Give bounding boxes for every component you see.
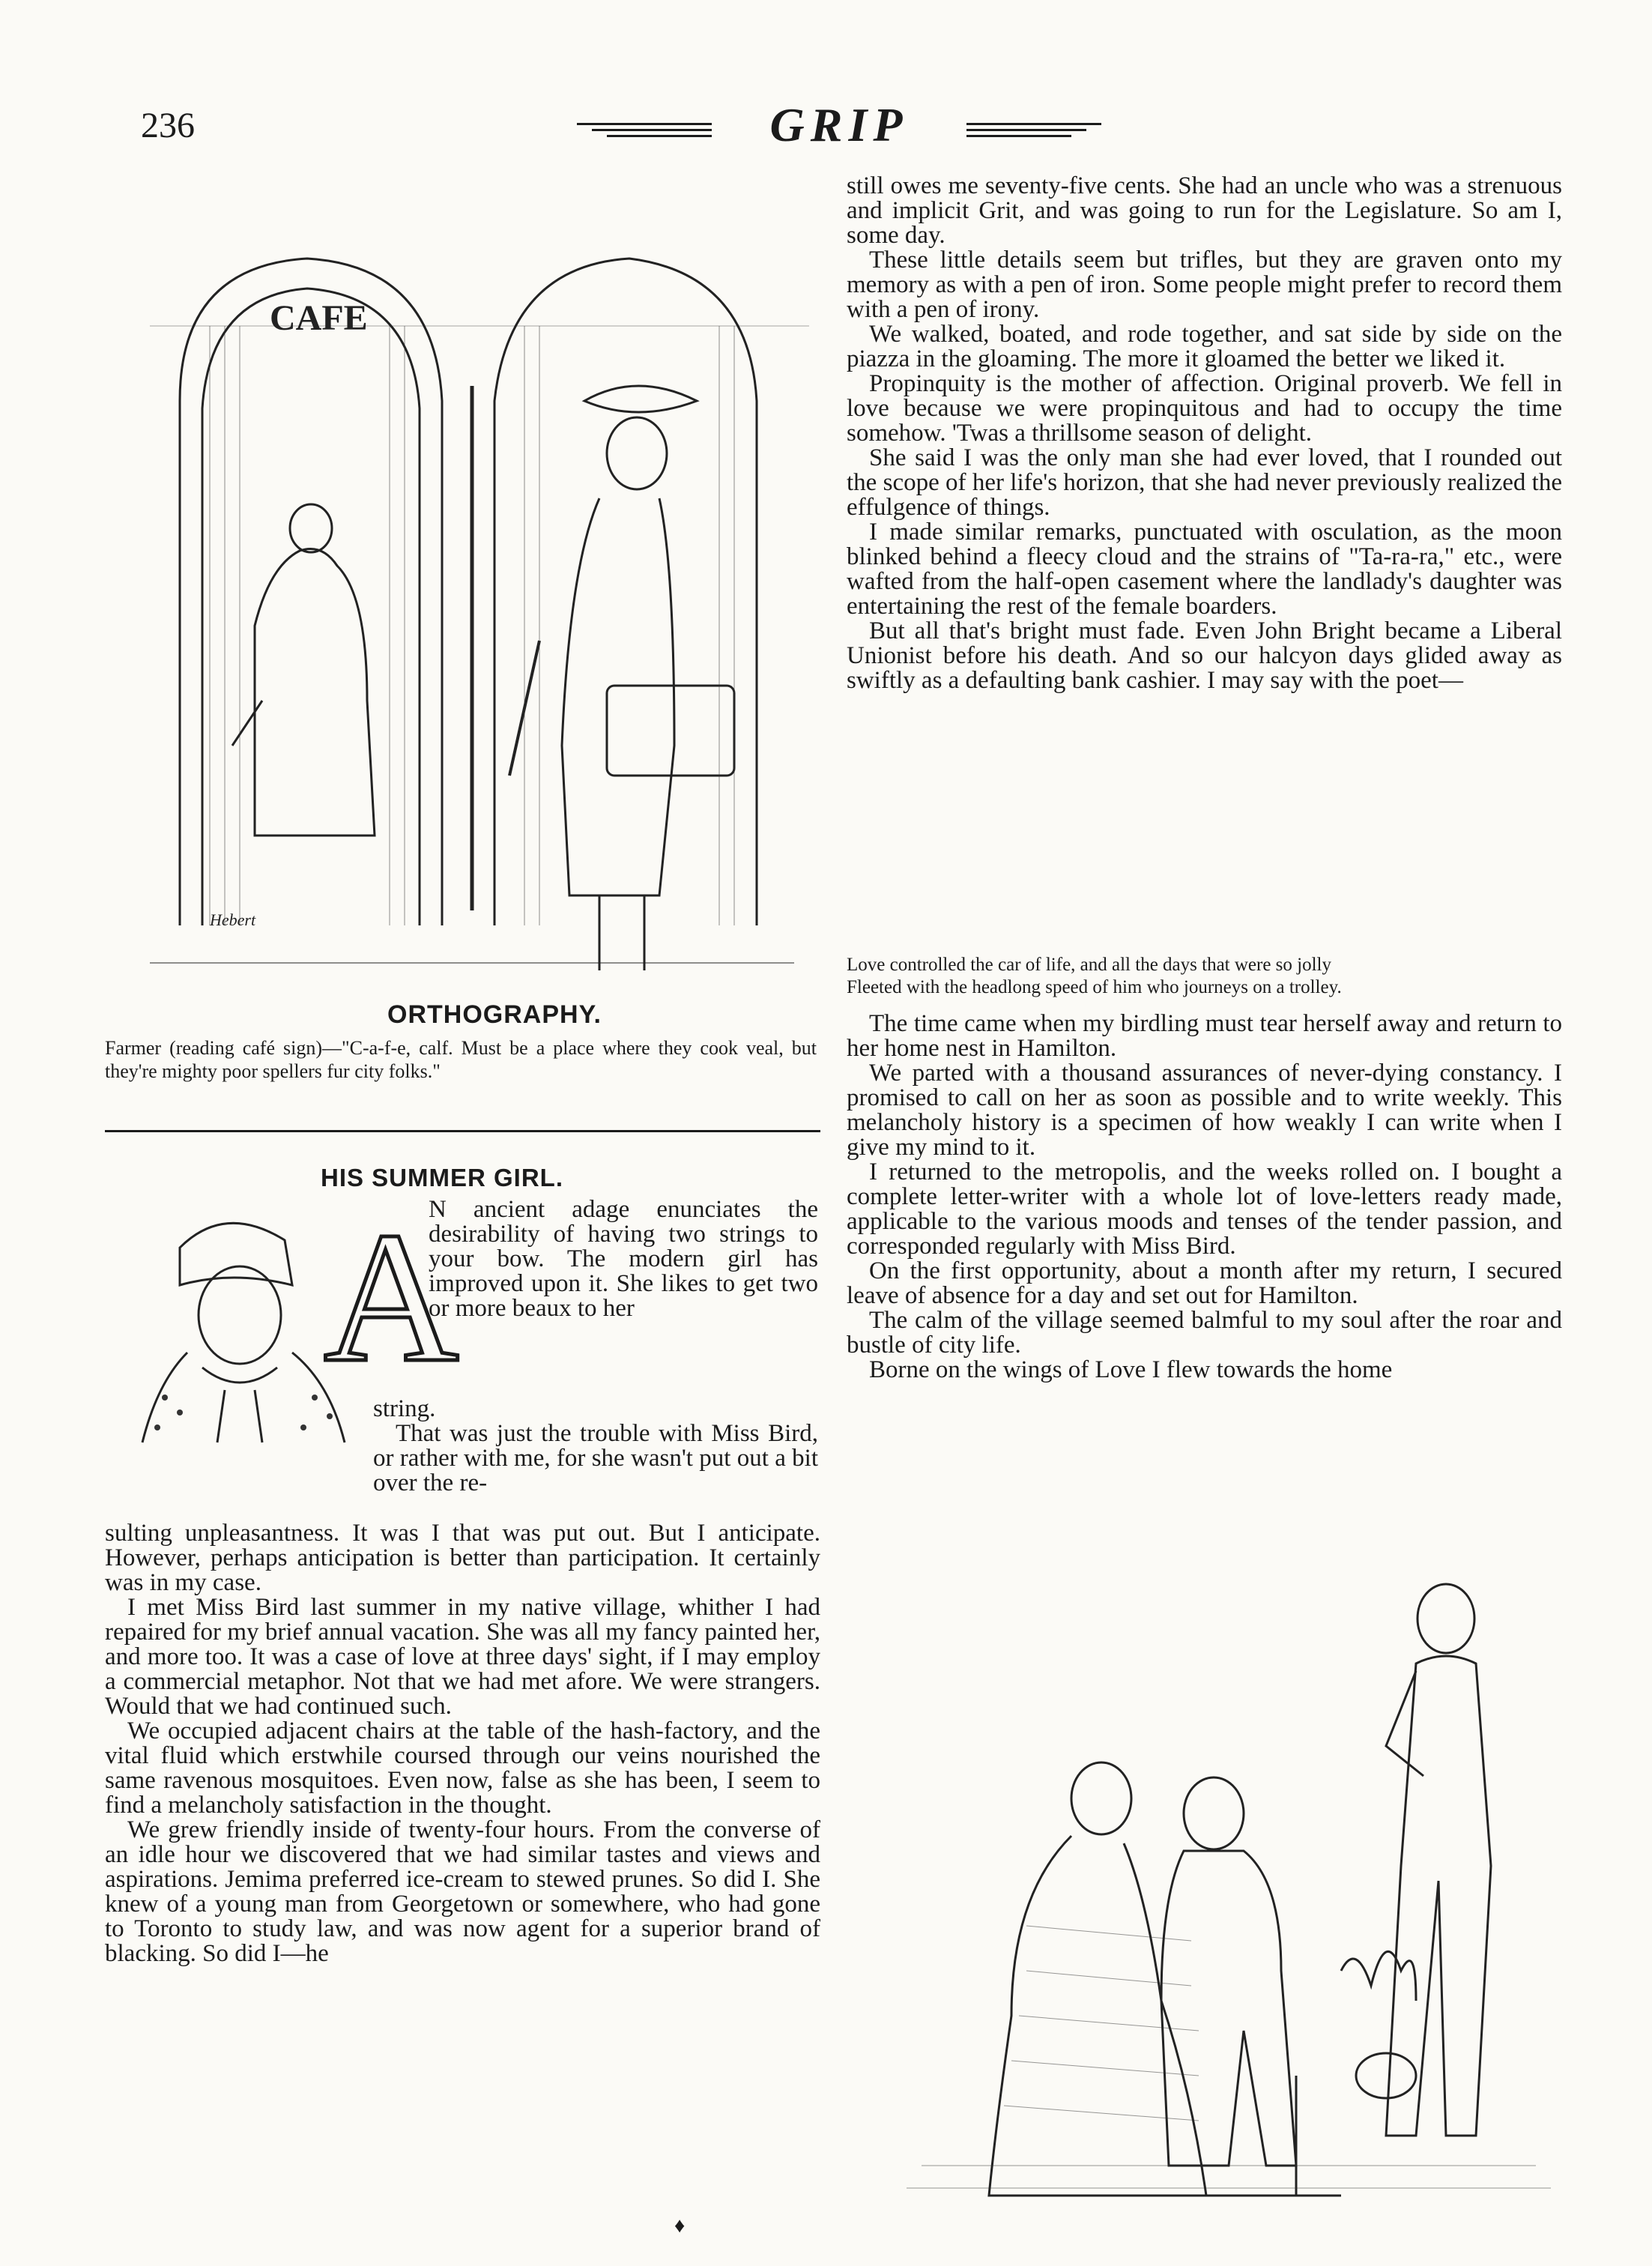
paragraph: I returned to the metropolis, and the weeks rolled on. I bought a complete letter-writer with a whole lot of love-letters ready made, applicable to the various moods and tenses of the tender passion, and corresponded regularly with Miss Bird.: [847, 1158, 1562, 1260]
article-opening-text: N ancient adage enunciates the desirability of having two strings to your bow. The modern girl has improved upon it. She likes to get two or more beaux to her: [429, 1196, 818, 1322]
paragraph: Borne on the wings of Love I flew towards the home: [869, 1356, 1393, 1383]
paragraph: We walked, boated, and rode together, and sat side by side on the piazza in the gloaming. The more it gloamed the better we liked it.: [847, 321, 1562, 372]
paragraph: We grew friendly inside of twenty-four hours. From the converse of an idle hour we discovered that we had similar tastes and views and aspirations. Jemima preferred ice-cream to stewed prunes. So did I. She knew of a young man from Georgetown or somewhere, who had gone to Toronto to study law, and was now agent for a superior brand of blacking. So did I—he: [105, 1816, 820, 1967]
paragraph: On the first opportunity, about a month after my return, I secured leave of absence for a day and set out for Hamilton.: [847, 1257, 1562, 1309]
cafe-sign-text: CAFE: [270, 298, 368, 338]
section-divider: [105, 1130, 820, 1132]
poem-line: Love controlled the car of life, and all the days that were so jolly: [847, 955, 1331, 975]
right-column-continued: [847, 1012, 1562, 1383]
paragraph: I made similar remarks, punctuated with osculation, as the moon blinked behind a fleecy cloud and the strains of "Ta-ra-ra," etc., were wafted from the half-open casement where the landlady's daughter was entertaining the rest of the female boarders.: [847, 519, 1562, 620]
paragraph: These little details seem but trifles, but they are graven onto my memory as with a pen of iron. Some people might prefer to record them with a pen of irony.: [847, 247, 1562, 323]
artist-signature: Hebert: [210, 910, 256, 929]
paragraph: But all that's bright must fade. Even John Bright became a Liberal Unionist before his death. And so our halcyon days glided away as swiftly as a defaulting bank cashier. I may say with the poet—: [847, 617, 1562, 694]
paragraph: I met Miss Bird last summer in my native village, whither I had repaired for my brief annual vacation. She was all my fancy painted her, and more too. It was a case of love at three days' sight, if I may employ a commercial metaphor. Not that we had met afore. We were strangers. Would that we had continued such.: [105, 1594, 820, 1720]
masthead-rule: [966, 129, 1086, 131]
masthead-rule: [607, 135, 712, 137]
paragraph: still owes me seventy-five cents. She had an uncle who was a strenuous and implicit Grit, and was going to run for the Legislature. So am I, some day.: [847, 172, 1562, 249]
article-title: HIS SUMMER GIRL.: [320, 1164, 563, 1191]
article-opening-continued: [373, 1397, 818, 1496]
left-column-body: [105, 1521, 820, 1966]
couple-drawing: [877, 1551, 1566, 2211]
footer-ornament: ♦: [674, 2214, 686, 2238]
paragraph: sulting unpleasantness. It was I that was put out. But I anticipate. However, perhaps anticipation is better than participation. It certainly was in my case.: [105, 1520, 820, 1596]
masthead: [577, 97, 1101, 150]
cafe-cartoon-drawing: [120, 176, 824, 993]
masthead-rule: [966, 123, 1101, 125]
paragraph: She said I was the only man she had ever loved, that I rounded out the scope of her life's horizon, that she had never previously realized the effulgence of things.: [847, 444, 1562, 521]
right-column-body: [847, 174, 1562, 693]
cafe-cartoon-illustration: [120, 176, 824, 993]
dropcap-letter: [321, 1194, 459, 1401]
poem-quote: [847, 954, 1566, 999]
cartoon-caption-title: ORTHOGRAPHY.: [387, 1000, 602, 1029]
opening-string-word: string.: [373, 1395, 436, 1422]
paragraph: We occupied adjacent chairs at the table of the hash-factory, and the vital fluid which erstwhile coursed through our veins nourished the same ravenous mosquitoes. Even now, false as she has been, I seem to find a melancholy satisfaction in the thought.: [105, 1717, 820, 1819]
page-number: 236: [141, 106, 195, 145]
couple-illustration: [877, 1551, 1566, 2211]
paragraph: We parted with a thousand assurances of never-dying constancy. I promised to call on her as soon as possible and to write weekly. This melancholy history is a specimen of how weakly I can write when I give my mind to it.: [847, 1060, 1562, 1161]
svg-text:A: A: [324, 1194, 459, 1401]
masthead-rule: [577, 123, 712, 125]
cartoon-caption-text: Farmer (reading café sign)—"C-a-f-e, calf. Must be a place where they cook veal, but they're mighty poor spellers fur city folks.": [105, 1037, 817, 1082]
poem-line: Fleeted with the headlong speed of him who journeys on a trolley.: [847, 977, 1342, 997]
paragraph: The time came when my birdling must tear herself away and return to her home nest in Hamilton.: [847, 1010, 1562, 1062]
dropcap: [321, 1194, 459, 1401]
paragraph: Propinquity is the mother of affection. Original proverb. We fell in love because we were propinquitous and had to occupy the time somehow. 'Twas a thrillsome season of delight.: [847, 370, 1562, 447]
masthead-rule: [966, 135, 1071, 137]
paragraph: The calm of the village seemed balmful to my soul after the roar and bustle of city life.: [847, 1307, 1562, 1359]
masthead-rule: [592, 129, 712, 131]
opening-trouble-text: That was just the trouble with Miss Bird, or rather with me, for she wasn't put out a bit over the re-: [373, 1420, 818, 1496]
masthead-title: GRIP: [769, 98, 909, 151]
